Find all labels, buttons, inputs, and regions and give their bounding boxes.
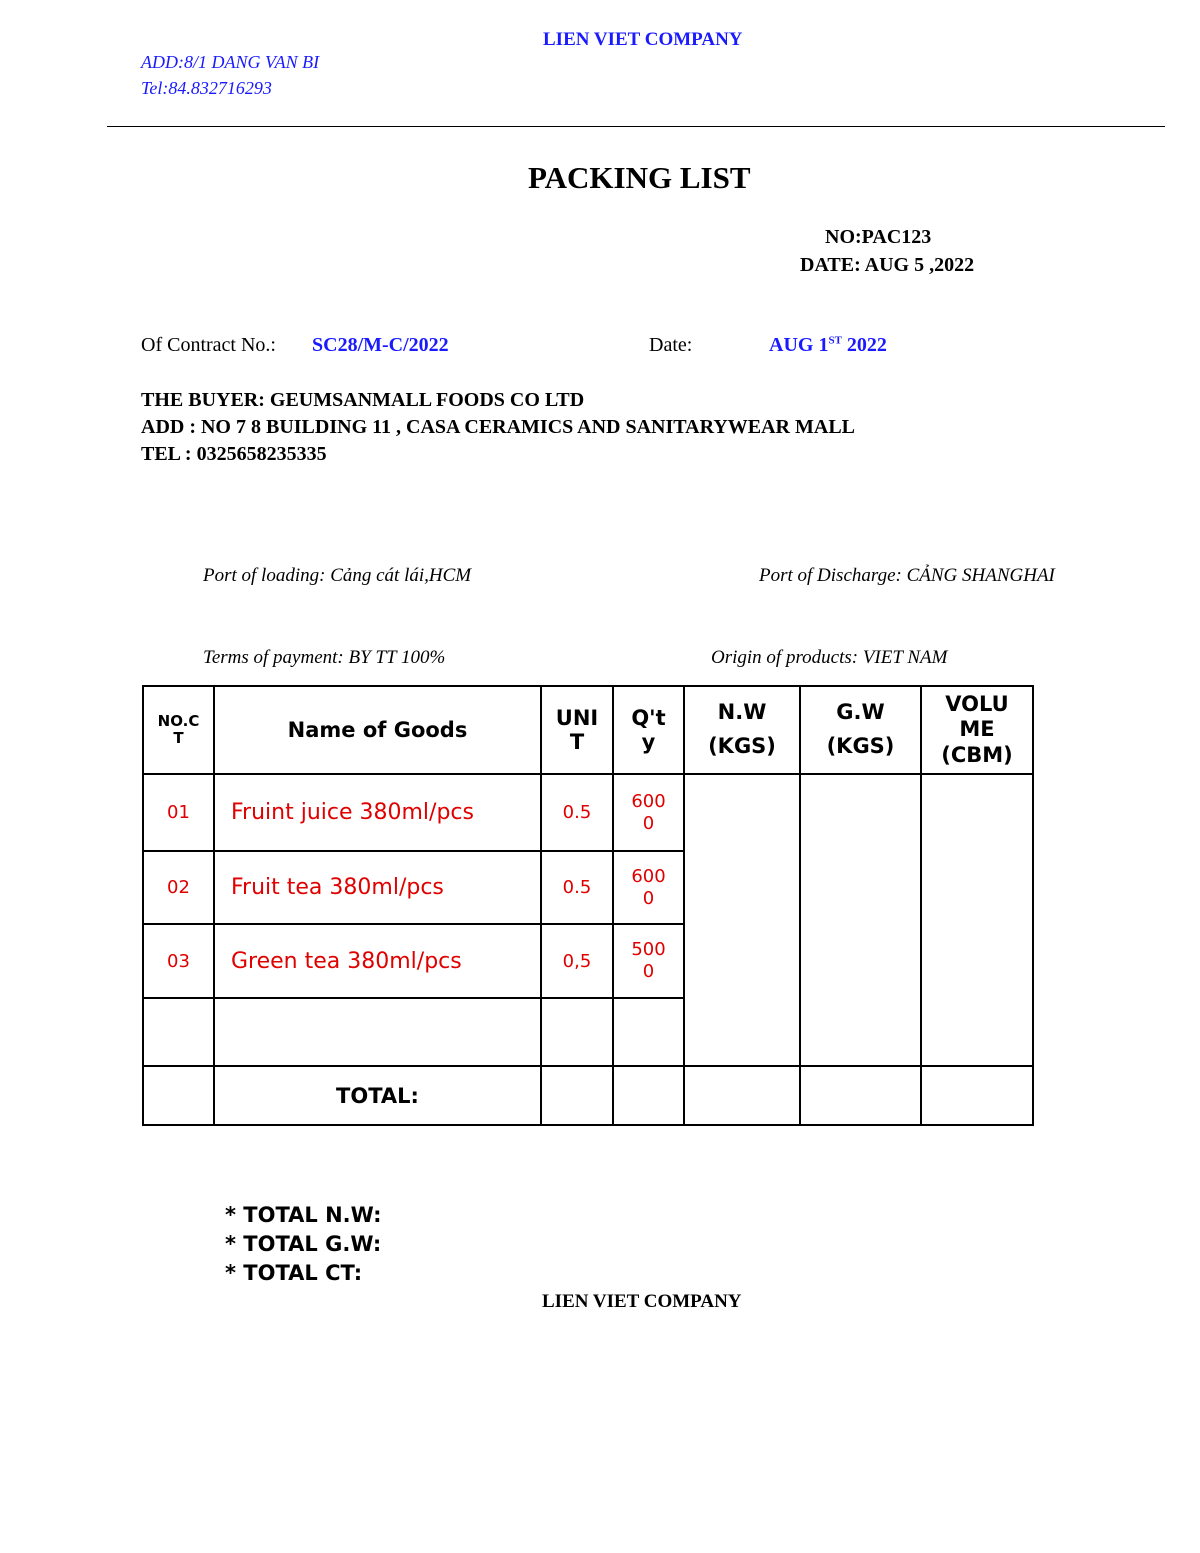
port-of-discharge: Port of Discharge: CẢNG SHANGHAI [759, 565, 1055, 586]
buyer-address: ADD : NO 7 8 BUILDING 11 , CASA CERAMICS AND SANITARYWEAR MALL [141, 416, 855, 438]
row-goods-name: Green tea 380ml/pcs [214, 924, 541, 998]
total-ct: * TOTAL CT: [225, 1261, 363, 1285]
row-unit: 0,5 [541, 924, 613, 998]
row-qty: 600 0 [613, 851, 684, 924]
company-tel: Tel:84.832716293 [141, 78, 272, 98]
volume-cell [921, 774, 1033, 1066]
contract-number: SC28/M-C/2022 [312, 334, 449, 356]
total-empty-cell [921, 1066, 1033, 1125]
document-date: DATE: AUG 5 ,2022 [800, 254, 975, 276]
total-label: TOTAL: [214, 1066, 541, 1125]
buyer-name: THE BUYER: GEUMSANMALL FOODS CO LTD [141, 389, 585, 411]
row-number: 02 [143, 851, 214, 924]
empty-cell [143, 998, 214, 1066]
contract-label: Of Contract No.: [141, 334, 276, 356]
buyer-tel: TEL : 0325658235335 [141, 443, 327, 465]
row-goods-name: Fruint juice 380ml/pcs [214, 774, 541, 851]
total-empty-cell [684, 1066, 800, 1125]
total-empty-cell [143, 1066, 214, 1125]
header-qty: Q't y [613, 686, 684, 774]
table-row [143, 774, 1033, 851]
document-number: NO:PAC123 [825, 226, 932, 248]
terms-of-payment: Terms of payment: BY TT 100% [203, 647, 446, 668]
total-gw: * TOTAL G.W: [225, 1232, 382, 1256]
origin-of-products: Origin of products: VIET NAM [711, 647, 948, 668]
header-divider [107, 126, 1165, 127]
footer-company: LIEN VIET COMPANY [542, 1291, 742, 1312]
header-unit: UNI T [541, 686, 613, 774]
header-nw: N.W (KGS) [684, 686, 800, 774]
contract-date-label: Date: [649, 334, 693, 356]
total-row [143, 1066, 1033, 1125]
header-noct: NO.C T [143, 686, 214, 774]
header-gw: G.W (KGS) [800, 686, 921, 774]
total-empty-cell [800, 1066, 921, 1125]
empty-cell [541, 998, 613, 1066]
total-empty-cell [613, 1066, 684, 1125]
total-empty-cell [541, 1066, 613, 1125]
empty-cell [613, 998, 684, 1066]
gw-cell [800, 774, 921, 1066]
row-unit: 0.5 [541, 851, 613, 924]
table-header-row [143, 686, 1033, 774]
row-goods-name: Fruit tea 380ml/pcs [214, 851, 541, 924]
goods-table [142, 685, 1034, 1126]
port-of-loading: Port of loading: Cảng cát lái,HCM [203, 565, 472, 586]
row-qty: 500 0 [613, 924, 684, 998]
empty-cell [214, 998, 541, 1066]
row-number: 01 [143, 774, 214, 851]
page-title: PACKING LIST [528, 160, 751, 195]
nw-cell [684, 774, 800, 1066]
total-nw: * TOTAL N.W: [225, 1203, 382, 1227]
company-address: ADD:8/1 DANG VAN BI [141, 52, 320, 72]
contract-date-suffix: ST [828, 334, 842, 347]
header-volume: VOLU ME (CBM) [921, 686, 1033, 774]
row-number: 03 [143, 924, 214, 998]
header-name-of-goods: Name of Goods [214, 686, 541, 774]
row-unit: 0.5 [541, 774, 613, 851]
row-qty: 600 0 [613, 774, 684, 851]
company-header: LIEN VIET COMPANY [543, 29, 743, 50]
contract-date: AUG 1ST 2022 [769, 334, 887, 356]
